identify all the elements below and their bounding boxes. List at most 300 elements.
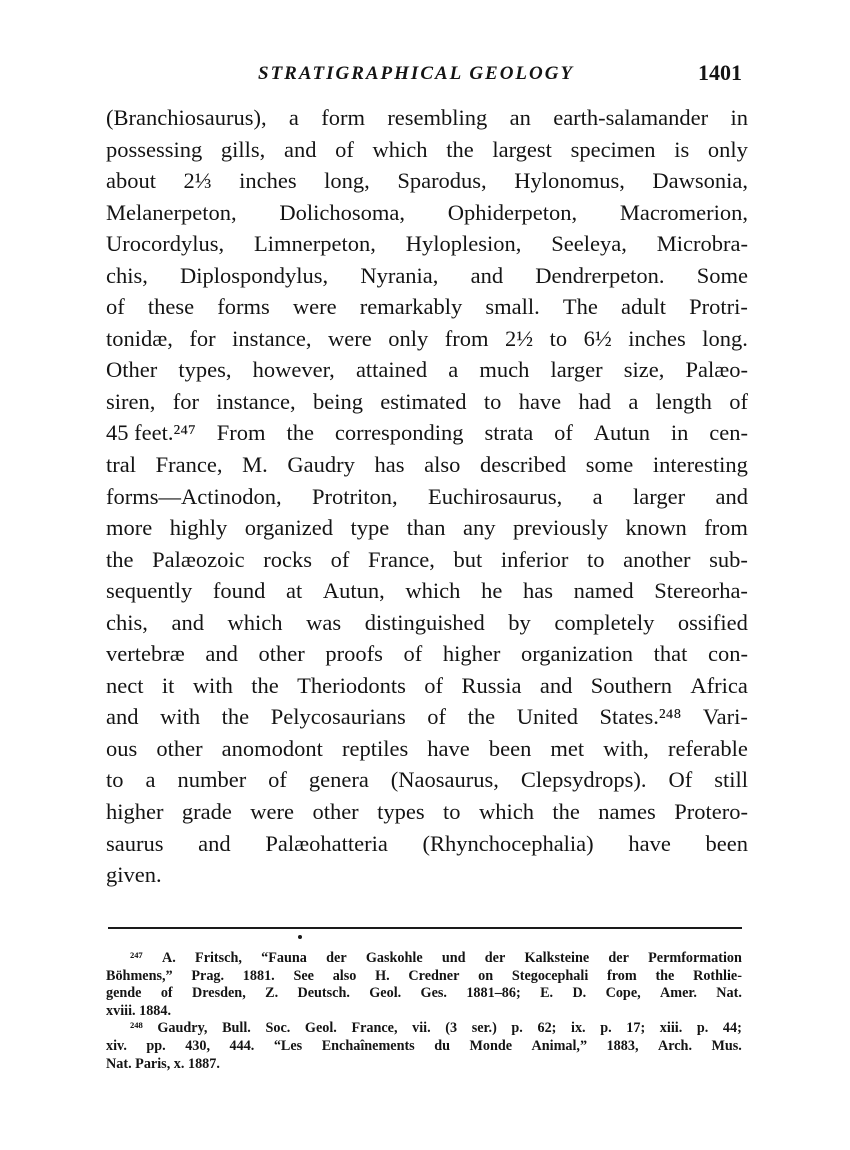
word: E.	[540, 985, 554, 1002]
word: at	[286, 578, 303, 604]
word: Credner	[408, 967, 460, 984]
word: Amer.	[660, 985, 697, 1002]
word: from	[444, 325, 489, 351]
word: been	[705, 830, 748, 856]
word: larger	[550, 357, 603, 383]
word: only	[388, 325, 429, 351]
word: 2⅓	[183, 168, 212, 194]
word: for	[172, 388, 199, 414]
word: H.	[375, 967, 390, 984]
word: sub-	[709, 546, 748, 572]
word: to	[483, 388, 502, 414]
word: Sparodus,	[397, 168, 487, 194]
word: referable	[667, 735, 748, 761]
word: and	[171, 609, 204, 635]
word: largest	[492, 136, 552, 162]
word: to	[549, 325, 568, 351]
word: completely	[554, 609, 655, 635]
word: Bull.	[222, 1020, 251, 1037]
word: Stegocephali	[511, 967, 589, 984]
word: und	[441, 950, 466, 966]
word: met	[550, 735, 585, 761]
word: Of	[668, 767, 693, 793]
word: Dolichosoma,	[279, 199, 405, 225]
word: organized	[244, 515, 334, 541]
word: France,	[351, 1020, 398, 1037]
word: with	[160, 704, 201, 730]
word: given.	[106, 862, 162, 888]
text-line	[106, 134, 748, 166]
word: names	[598, 799, 656, 825]
word: being	[312, 388, 363, 414]
word: the	[655, 967, 675, 984]
word: See	[293, 967, 314, 984]
word: larger	[633, 483, 686, 509]
word: saurus	[106, 830, 164, 856]
word: have	[628, 830, 671, 856]
word: were	[327, 325, 372, 351]
word: some	[585, 452, 634, 478]
word: to	[443, 799, 461, 825]
word: however,	[252, 357, 335, 383]
word: Böhmens,”	[106, 967, 173, 984]
rule-mark	[298, 935, 302, 939]
text-line	[106, 228, 748, 260]
word: higher	[442, 641, 501, 667]
word: been	[488, 735, 532, 761]
word: Other	[106, 357, 158, 383]
word: the	[446, 136, 474, 162]
word: 1883,	[606, 1037, 639, 1054]
word: for	[189, 325, 216, 351]
word: p.	[696, 1020, 709, 1037]
word: found	[212, 578, 266, 604]
word: were	[292, 294, 337, 320]
word: about	[106, 168, 156, 194]
footnote-line	[106, 1003, 742, 1021]
word: Prag.	[191, 967, 225, 984]
word: ²⁴⁸	[130, 1020, 143, 1037]
word: distinguished	[364, 609, 485, 635]
footnotes	[106, 950, 742, 1073]
text-line	[106, 764, 748, 796]
word: xiv.	[106, 1037, 127, 1054]
text-line	[106, 354, 748, 386]
word: possessing	[106, 136, 203, 162]
word: and	[283, 136, 317, 162]
word: Clepsydrops).	[520, 767, 647, 793]
word: du	[434, 1037, 450, 1054]
word: the	[286, 420, 314, 446]
word: 62;	[537, 1020, 557, 1037]
word: Pelycosaurians	[270, 704, 406, 730]
word: have	[518, 388, 562, 414]
word: and	[539, 672, 573, 698]
word: pp.	[146, 1037, 166, 1054]
word: form	[321, 105, 365, 130]
word: proofs	[325, 641, 383, 667]
word: siren,	[106, 388, 156, 414]
word: Nyrania,	[360, 262, 439, 288]
word: Soc.	[265, 1020, 291, 1037]
text-line	[106, 670, 748, 702]
word: cen-	[709, 420, 748, 446]
word: of	[427, 704, 447, 730]
word: of	[424, 672, 444, 698]
word: size,	[623, 357, 665, 383]
word: Geol.	[369, 985, 402, 1002]
word: M.	[242, 452, 268, 478]
word: Deutsch.	[297, 985, 350, 1002]
word: 444.	[229, 1037, 255, 1054]
word: der	[608, 950, 629, 966]
body-text	[106, 102, 748, 891]
word: highly	[169, 515, 228, 541]
word: Gaudry,	[157, 1020, 208, 1037]
word: the	[221, 704, 250, 730]
word: Gaudry	[287, 452, 355, 478]
word: and	[205, 641, 238, 667]
word: (Rhynchocephalia)	[422, 830, 594, 856]
word: Theriodonts	[297, 672, 406, 698]
word: Fritsch,	[195, 950, 242, 966]
word: named	[573, 578, 634, 604]
word: vii.	[412, 1020, 431, 1037]
word: much	[479, 357, 530, 383]
word: from	[704, 515, 748, 541]
word: ser.)	[471, 1020, 497, 1037]
word: Microbra-	[656, 231, 748, 257]
word: The	[562, 294, 598, 320]
word: ²⁴⁷	[130, 950, 143, 966]
word: of	[554, 420, 573, 446]
word: Urocordylus,	[106, 231, 225, 257]
word: 44;	[722, 1020, 742, 1037]
word: rocks	[263, 546, 312, 572]
word: 1887.	[187, 1055, 220, 1072]
word: Protriton,	[311, 483, 398, 509]
word: only	[707, 136, 748, 162]
word: have	[427, 735, 470, 761]
footnote-247	[106, 950, 742, 1020]
word: higher	[106, 799, 164, 825]
word: type	[350, 515, 390, 541]
word: length	[655, 388, 712, 414]
word: Z.	[265, 985, 279, 1002]
word: and	[198, 830, 231, 856]
footnote-line	[106, 985, 742, 1003]
word: to	[106, 767, 124, 793]
word: also	[332, 967, 357, 984]
word: reptiles	[341, 735, 409, 761]
word: other	[258, 641, 305, 667]
word: 1881–86;	[466, 985, 521, 1002]
word: Hylonomus,	[514, 168, 625, 194]
word: “Les	[273, 1037, 303, 1054]
footnote-line	[106, 950, 742, 968]
text-line	[106, 701, 748, 733]
word: ix.	[571, 1020, 586, 1037]
word: types	[377, 799, 425, 825]
word: of	[330, 546, 350, 572]
word: ous	[106, 735, 138, 761]
word: had	[578, 388, 611, 414]
word: a	[288, 105, 299, 130]
text-line	[106, 512, 748, 544]
word: tral	[106, 452, 136, 478]
word: specimen	[570, 136, 656, 162]
word: Autun	[593, 420, 650, 446]
word: Arch.	[657, 1037, 692, 1054]
word: interesting	[652, 452, 748, 478]
word: that	[653, 641, 688, 667]
word: a	[592, 483, 603, 509]
footnote-line	[106, 1056, 742, 1074]
word: France,	[367, 546, 435, 572]
word: other	[312, 799, 359, 825]
word: Southern	[590, 672, 673, 698]
text-line	[106, 291, 748, 323]
word: Palæo-	[685, 357, 748, 383]
word: another	[623, 546, 691, 572]
word: inches	[628, 325, 686, 351]
word: D.	[572, 985, 587, 1002]
word: previously	[512, 515, 608, 541]
word: Some	[696, 262, 748, 288]
word: from	[607, 967, 637, 984]
word: other	[156, 735, 203, 761]
word: grade	[181, 799, 232, 825]
word: Dendrerpeton.	[535, 262, 665, 288]
word: of	[106, 294, 125, 320]
word: Kalksteine	[524, 950, 590, 966]
text-line	[106, 544, 748, 576]
word: long.	[702, 325, 748, 351]
word: der	[326, 950, 347, 966]
word: has	[374, 452, 405, 478]
word: also	[424, 452, 461, 478]
word: Palæohatteria	[265, 830, 388, 856]
word: “Fauna	[261, 950, 307, 966]
text-line	[106, 638, 748, 670]
word: is	[674, 136, 690, 162]
word: of	[403, 641, 423, 667]
word: strata	[484, 420, 534, 446]
word: of	[160, 985, 173, 1002]
word: was	[306, 609, 342, 635]
word: sequently	[106, 578, 193, 604]
word: genera	[308, 767, 369, 793]
word: known	[625, 515, 687, 541]
word: Protri-	[689, 294, 748, 320]
word: which	[372, 136, 428, 162]
word: Africa	[690, 672, 748, 698]
word: 430,	[185, 1037, 211, 1054]
word: France,	[155, 452, 223, 478]
word: still	[714, 767, 748, 793]
word: Vari-	[702, 704, 748, 730]
text-line	[106, 323, 748, 355]
word: by	[508, 609, 531, 635]
word: 1884.	[139, 1002, 172, 1019]
word: attained	[355, 357, 428, 383]
word: xviii.	[106, 1002, 136, 1019]
text-line	[106, 449, 748, 481]
word: 17;	[626, 1020, 646, 1037]
word: Stereorha-	[654, 578, 748, 604]
word: der	[484, 950, 506, 966]
word: estimated	[380, 388, 467, 414]
word: and	[715, 483, 748, 509]
word: Enchaînements	[321, 1037, 415, 1054]
word: with	[192, 672, 233, 698]
word: Paris,	[135, 1055, 171, 1072]
word: Dresden,	[192, 985, 246, 1002]
word: resembling	[387, 105, 488, 130]
word: gills,	[220, 136, 266, 162]
word: the	[467, 704, 496, 730]
text-line	[106, 828, 748, 860]
word: (Naosaurus,	[390, 767, 499, 793]
word: 6½	[583, 325, 612, 351]
word: Russia	[461, 672, 522, 698]
word: United	[516, 704, 578, 730]
word: forms—Actinodon,	[106, 483, 282, 509]
word: 45 feet.²⁴⁷	[106, 420, 196, 446]
footnote-line	[106, 968, 742, 986]
word: Macromerion,	[619, 199, 748, 225]
word: which	[478, 799, 534, 825]
word: and	[106, 704, 139, 730]
word: in	[670, 420, 689, 446]
word: number	[177, 767, 247, 793]
word: of	[335, 136, 354, 162]
word: earth-salamander	[553, 105, 709, 130]
word: Hyloplesion,	[405, 231, 522, 257]
word: vertebræ	[106, 641, 185, 667]
word: were	[250, 799, 295, 825]
word: Protero-	[674, 799, 748, 825]
page-header	[108, 60, 748, 94]
footnote-248	[106, 1020, 742, 1073]
word: which	[405, 578, 461, 604]
word: types,	[178, 357, 232, 383]
word: with,	[603, 735, 649, 761]
word: any	[462, 515, 496, 541]
word: x.	[173, 1055, 185, 1072]
footnote-line	[106, 1020, 742, 1038]
word: Melanerpeton,	[106, 199, 237, 225]
word: a	[448, 357, 459, 383]
word: Monde	[469, 1037, 513, 1054]
word: p.	[511, 1020, 523, 1037]
word: Autun,	[322, 578, 385, 604]
running-title: STRATIGRAPHICAL GEOLOGY	[258, 63, 575, 84]
word: small.	[485, 294, 540, 320]
word: (3	[445, 1020, 458, 1037]
word: A.	[162, 950, 176, 966]
word: p.	[600, 1020, 612, 1037]
text-line	[106, 607, 748, 639]
word: Nat.	[716, 985, 742, 1002]
word: chis,	[106, 262, 148, 288]
word: Ophiderpeton,	[447, 199, 578, 225]
word: a	[628, 388, 639, 414]
word: ossified	[677, 609, 748, 635]
word: Euchirosaurus,	[427, 483, 563, 509]
text-line	[106, 386, 748, 418]
word: Seeleya,	[551, 231, 627, 257]
word: corresponding	[334, 420, 464, 446]
word: long,	[324, 168, 370, 194]
text-line	[106, 481, 748, 513]
word: Rothlie-	[693, 967, 742, 984]
word: Animal,”	[531, 1037, 588, 1054]
word: gende	[106, 985, 142, 1002]
word: Palæozoic	[152, 546, 245, 572]
word: has	[522, 578, 553, 604]
word: Diplospondylus,	[180, 262, 329, 288]
word: forms	[217, 294, 270, 320]
word: Nat.	[106, 1055, 132, 1072]
text-line	[106, 796, 748, 828]
word: Mus.	[711, 1037, 742, 1054]
word: the	[106, 546, 134, 572]
word: and	[470, 262, 504, 288]
word: inches	[239, 168, 297, 194]
word: States.²⁴⁸	[599, 704, 682, 730]
text-line	[106, 197, 748, 229]
text-line	[106, 102, 748, 134]
text-line	[106, 859, 748, 891]
text-line	[106, 165, 748, 197]
text-line	[106, 733, 748, 765]
text-line	[106, 575, 748, 607]
word: con-	[708, 641, 748, 667]
word: of	[729, 388, 748, 414]
page-number: 1401	[698, 60, 742, 85]
word: Ges.	[420, 985, 447, 1002]
word: it	[161, 672, 175, 698]
word: Geol.	[304, 1020, 337, 1037]
word: more	[106, 515, 153, 541]
word: which	[227, 609, 283, 635]
word: From	[216, 420, 266, 446]
word: Dawsonia,	[652, 168, 748, 194]
word: than	[406, 515, 446, 541]
word: in	[730, 105, 748, 130]
word: anomodont	[221, 735, 323, 761]
text-line	[106, 260, 748, 292]
word: (Branchiosaurus),	[106, 105, 267, 130]
word: instance,	[232, 325, 312, 351]
word: of	[268, 767, 287, 793]
word: described	[479, 452, 567, 478]
text-line	[106, 417, 748, 449]
word: adult	[621, 294, 666, 320]
word: instance,	[216, 388, 296, 414]
word: Cope,	[605, 985, 641, 1002]
word: organization	[520, 641, 633, 667]
word: remarkably	[359, 294, 463, 320]
word: but	[453, 546, 483, 572]
word: the	[552, 799, 580, 825]
footnote-rule	[108, 927, 742, 929]
word: on	[478, 967, 494, 984]
word: Gaskohle	[365, 950, 423, 966]
word: xiii.	[659, 1020, 683, 1037]
word: an	[509, 105, 531, 130]
